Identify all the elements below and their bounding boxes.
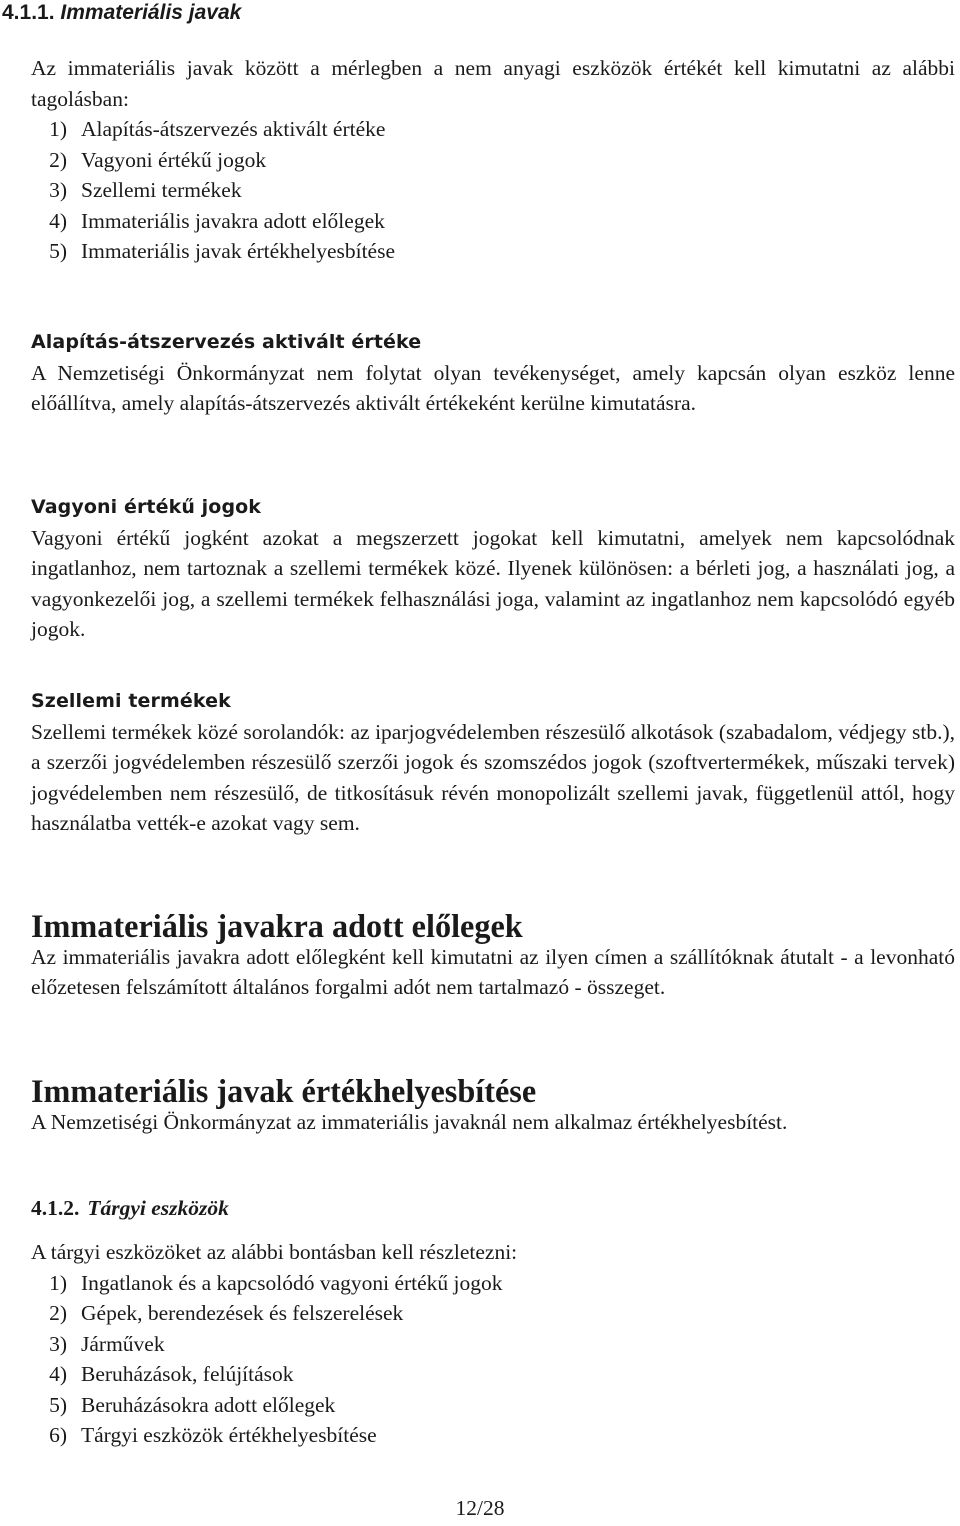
section-szellemi <box>31 686 955 839</box>
list-index: 5) <box>49 1392 67 1417</box>
list-index: 3) <box>49 178 67 202</box>
list-item <box>31 1298 955 1329</box>
subsection-heading: Vagyoni értékű jogok <box>31 496 262 518</box>
list-index: 4) <box>49 1362 67 1386</box>
list-text: Beruházásokra adott előlegek <box>81 1392 336 1417</box>
subsection-heading: Immateriális javakra adott előlegek <box>31 908 523 944</box>
subsection-heading: Szellemi termékek <box>31 690 231 712</box>
list-item <box>31 1420 955 1451</box>
subsection-paragraph: A Nemzetiségi Önkormányzat az immateriális javaknál nem alkalmaz értékhelyesbítést. <box>31 1109 788 1134</box>
list-text: Immateriális javak értékhelyesbítése <box>81 239 396 263</box>
section2-block <box>31 1237 955 1451</box>
section-title: Immateriális javak <box>60 1 242 24</box>
subsection-heading: Alapítás-átszervezés aktivált értéke <box>31 331 422 353</box>
list-text: Vagyoni értékű jogok <box>81 147 267 172</box>
section-vagyoni <box>31 492 955 645</box>
list-item <box>31 206 955 237</box>
list-item <box>31 1390 955 1421</box>
list-text: Tárgyi eszközök értékhelyesbítése <box>81 1423 377 1447</box>
section2-list <box>31 1268 955 1451</box>
list-text: Ingatlanok és a kapcsolódó vagyoni értékű jogok <box>81 1270 503 1295</box>
list-text: Immateriális javakra adott előlegek <box>81 208 385 233</box>
page-number: 12/28 <box>455 1496 505 1520</box>
list-item <box>31 1268 955 1299</box>
intro-list <box>31 114 955 267</box>
list-index: 1) <box>49 117 67 141</box>
list-text: Szellemi termékek <box>81 178 242 202</box>
section-heading-2 <box>31 1193 229 1223</box>
section-number: 4.1.1. <box>2 1 55 24</box>
subsection-paragraph: Az immateriális javakra adott előlegként kell kimutatni az ilyen címen a szállítóknak átutalt - a levonható előzetesen felszámított általános forgalmi adót nem tartalmazó - összeget. <box>31 944 955 999</box>
subsection-paragraph: Vagyoni értékű jogként azokat a megszerzett jogokat kell kimutatni, amelyek nem kapcsolódnak ingatlanhoz, nem tartoznak a szellemi termékek közé. Ilyenek különösen: a bérleti jog, a használati jog, a vagyonkezelői jog, a szellemi termékek felhasználási joga, valamint az ingatlanhoz nem kapcsolódó egyéb jogok. <box>31 525 955 641</box>
list-text: Alapítás-átszervezés aktivált értéke <box>81 117 386 141</box>
list-item <box>31 1359 955 1390</box>
intro-paragraph: Az immateriális javak között a mérlegben a nem anyagi eszközök értékét kell kimutatni az alábbi tagolásban: <box>31 56 955 111</box>
subsection-paragraph: A Nemzetiségi Önkormányzat nem folytat olyan tevékenységet, amely kapcsán olyan eszköz lenne előállítva, amely alapítás-átszervezés aktivált értékeként kerülne kimutatásra. <box>31 360 955 415</box>
section-heading <box>2 0 241 26</box>
subsection-paragraph: Szellemi termékek közé sorolandók: az iparjogvédelemben részesülő alkotások (szabadalom, védjegy stb.), a szerzői jogvédelemben részesülő szerzői jogok és szomszédos jogok (szoftvertermékek, műszaki tervek) jogvédelemben nem részesülő, de titkosításuk révén monopolizált szellemi javak, függetlenül attól, hogy használatba vették-e azokat vagy sem. <box>31 719 955 835</box>
list-text: Beruházások, felújítások <box>81 1362 294 1386</box>
list-index: 5) <box>49 239 67 263</box>
section-alapitas <box>31 327 955 419</box>
list-item <box>31 145 955 176</box>
list-item <box>31 236 955 267</box>
section-ertekhelyesbites <box>31 1073 955 1137</box>
list-text: Gépek, berendezések és felszerelések <box>81 1301 404 1325</box>
section-elolegek <box>31 908 955 1003</box>
section-title: Tárgyi eszközök <box>87 1196 229 1220</box>
intro-block <box>31 53 955 267</box>
section2-intro: A tárgyi eszközöket az alábbi bontásban kell részletezni: <box>31 1240 518 1264</box>
list-index: 4) <box>49 208 67 233</box>
list-item <box>31 1329 955 1360</box>
list-index: 3) <box>49 1331 67 1356</box>
subsection-heading: Immateriális javak értékhelyesbítése <box>31 1073 537 1109</box>
list-index: 1) <box>49 1270 67 1295</box>
list-index: 2) <box>49 147 67 172</box>
list-text: Járművek <box>81 1331 165 1356</box>
list-index: 2) <box>49 1301 67 1325</box>
list-item <box>31 175 955 206</box>
list-index: 6) <box>49 1423 67 1447</box>
section-number: 4.1.2. <box>31 1196 80 1220</box>
list-item <box>31 114 955 145</box>
